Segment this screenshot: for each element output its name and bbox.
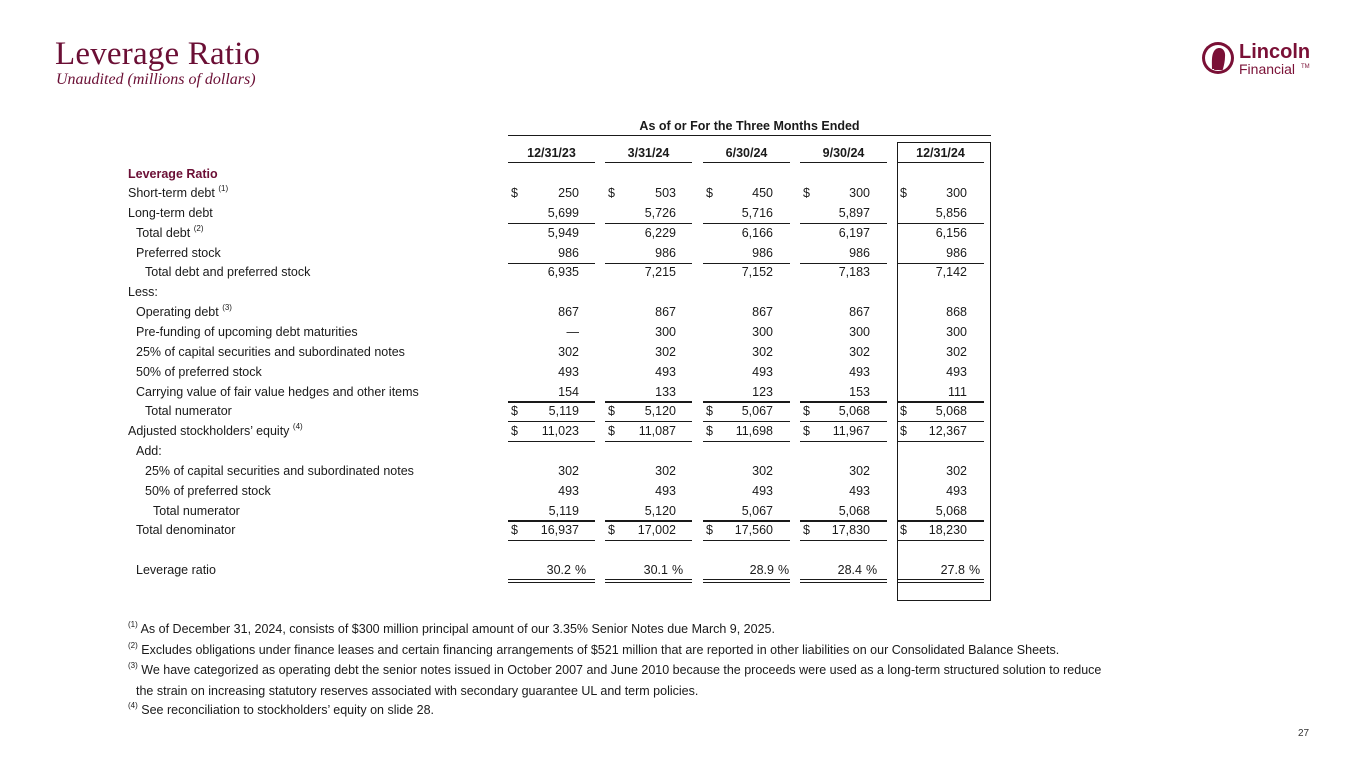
row-label-text: 25% of capital securities and subordinated notes — [136, 344, 405, 359]
row-label-text: Leverage ratio — [136, 563, 216, 578]
row-label — [136, 223, 204, 240]
row-label-text: Total numerator — [153, 503, 240, 518]
footnote-text: As of December 31, 2024, consists of $300 million principal amount of our 3.35% Senior Notes due March 9, 2025. — [140, 622, 775, 636]
dollar-sign: $ — [900, 424, 907, 439]
table-cell: 302 — [655, 463, 676, 478]
row-label — [136, 365, 262, 379]
dollar-sign: $ — [608, 186, 615, 200]
table-cell: 493 — [752, 364, 773, 379]
row-label-text: 50% of preferred stock — [136, 364, 262, 379]
table-cell: 6,197 — [838, 225, 870, 240]
row-label — [136, 325, 358, 339]
table-cell: 154 — [558, 384, 579, 399]
table-cell: 17,560 — [734, 523, 773, 538]
logo-name-line1: Lincoln — [1239, 41, 1311, 63]
footnote-text: See reconciliation to stockholders’ equity on slide 28. — [141, 703, 435, 717]
denominator-top-rule — [605, 520, 692, 521]
table-cell: 302 — [558, 344, 579, 359]
table-cell: 5,716 — [741, 205, 773, 220]
section-label: Leverage Ratio — [128, 167, 218, 181]
ratio-double-rule-2 — [800, 582, 887, 583]
table-cell: 30.2 — [546, 563, 571, 578]
table-cell: 5,856 — [935, 205, 967, 220]
dollar-sign: $ — [803, 186, 810, 200]
table-cell: 6,935 — [547, 265, 579, 280]
table-cell: 302 — [946, 463, 967, 478]
row-label-text: Carrying value of fair value hedges and other items — [136, 384, 419, 399]
dollar-sign: $ — [900, 523, 907, 538]
table-cell: 27.8 — [940, 563, 965, 578]
total-rule — [703, 540, 790, 541]
dollar-sign: $ — [803, 523, 810, 538]
row-label-text: Total numerator — [145, 404, 232, 419]
percent-sign: % — [969, 563, 981, 578]
dollar-sign: $ — [608, 404, 615, 419]
table-cell: 11,087 — [638, 424, 676, 439]
row-label — [153, 504, 240, 518]
row-label — [128, 206, 213, 220]
table-cell: 300 — [752, 324, 773, 339]
table-cell: 7,215 — [644, 265, 676, 280]
period-header-rule — [605, 162, 692, 163]
ratio-double-rule-1 — [703, 579, 790, 580]
footnote-mark: (2) — [128, 641, 138, 650]
total-rule — [800, 441, 887, 442]
total-rule — [897, 421, 984, 422]
footnote-mark: (1) — [128, 620, 138, 629]
subtotal-rule — [605, 263, 692, 264]
subtotal-rule — [703, 263, 790, 264]
total-top-rule — [800, 401, 887, 402]
table-cell: 5,897 — [838, 205, 870, 220]
row-label-text: Less: — [128, 285, 158, 300]
subtotal-rule — [508, 263, 595, 264]
ratio-double-rule-1 — [605, 579, 692, 580]
table-cell: 7,142 — [935, 265, 967, 280]
table-cell: 7,183 — [838, 265, 870, 280]
row-label-text: Short-term debt — [128, 186, 215, 200]
table-cell: 493 — [849, 483, 870, 498]
dollar-sign: $ — [706, 424, 713, 439]
ratio-double-rule-2 — [897, 582, 984, 583]
subtotal-rule — [897, 223, 984, 224]
row-label-text: Operating debt — [136, 305, 219, 320]
total-rule — [800, 421, 887, 422]
total-rule — [703, 441, 790, 442]
table-cell: 30.1 — [643, 563, 668, 578]
total-rule — [703, 421, 790, 422]
footnote-3 — [128, 663, 1101, 677]
row-label — [145, 484, 271, 498]
denominator-top-rule — [897, 520, 984, 521]
footnote-text: We have categorized as operating debt the senior notes issued in October 2007 and June 2010 because the proceeds were used as a long-term structured solution to reduce — [141, 663, 1102, 677]
table-cell: 6,166 — [741, 225, 773, 240]
dollar-sign: $ — [511, 424, 518, 439]
table-cell: 11,698 — [735, 424, 773, 439]
table-cell: 123 — [752, 384, 773, 399]
row-label-text: Add: — [136, 444, 162, 459]
table-cell: 986 — [558, 245, 579, 260]
ratio-double-rule-2 — [703, 582, 790, 583]
period-header: 12/31/23 — [527, 146, 576, 160]
row-note-mark: (2) — [193, 223, 204, 233]
percent-sign: % — [575, 563, 587, 578]
dollar-sign: $ — [803, 424, 810, 439]
table-cell: 493 — [655, 364, 676, 379]
table-cell: 868 — [946, 305, 967, 320]
table-cell: 986 — [752, 245, 773, 260]
table-cell: 302 — [849, 344, 870, 359]
table-cell: 302 — [655, 344, 676, 359]
total-top-rule — [897, 401, 984, 402]
row-label-text: Pre-funding of upcoming debt maturities — [136, 324, 358, 339]
row-label-text: Total debt and preferred stock — [145, 265, 311, 280]
denominator-top-rule — [508, 520, 595, 521]
table-cell: 450 — [752, 186, 773, 200]
table-cell: 300 — [946, 324, 967, 339]
row-label-text: Adjusted stockholders’ equity — [128, 424, 290, 439]
total-rule — [897, 441, 984, 442]
row-label — [136, 523, 235, 537]
footnote-text: the strain on increasing statutory reserves associated with secondary guarantee UL and term policies. — [136, 684, 699, 698]
footnote-1 — [128, 622, 775, 636]
dollar-sign: $ — [900, 186, 907, 200]
table-cell: 867 — [752, 305, 773, 320]
row-label — [136, 385, 419, 399]
ratio-double-rule-2 — [508, 582, 595, 583]
page-subtitle: Unaudited (millions of dollars) — [56, 71, 256, 88]
table-cell: 5,699 — [547, 205, 579, 220]
row-label-text: Long-term debt — [128, 205, 213, 220]
total-rule — [605, 540, 692, 541]
table-cell: 6,229 — [644, 225, 676, 240]
table-cell: 302 — [558, 463, 579, 478]
row-label — [136, 345, 405, 359]
table-cell: 493 — [752, 483, 773, 498]
period-header-rule — [508, 162, 595, 163]
percent-sign: % — [866, 563, 878, 578]
period-header-rule — [897, 162, 984, 163]
table-cell: 28.9 — [749, 563, 774, 578]
table-cell: 302 — [946, 344, 967, 359]
footnote-3-cont — [136, 684, 698, 698]
group-header-rule — [508, 135, 991, 136]
table-cell: 5,120 — [644, 404, 676, 419]
subtotal-rule — [508, 223, 595, 224]
row-label-text: 50% of preferred stock — [145, 483, 271, 498]
row-note-mark: (3) — [222, 303, 232, 313]
total-top-rule — [703, 401, 790, 402]
row-note-mark: (4) — [292, 422, 303, 432]
dollar-sign: $ — [706, 404, 713, 419]
denominator-top-rule — [800, 520, 887, 521]
table-cell: 493 — [558, 364, 579, 379]
total-rule — [605, 441, 692, 442]
ratio-double-rule-1 — [800, 579, 887, 580]
subtotal-rule — [800, 263, 887, 264]
table-cell: 5,067 — [741, 503, 773, 518]
total-rule — [800, 540, 887, 541]
group-header: As of or For the Three Months Ended — [639, 119, 860, 133]
table-cell: 5,119 — [548, 404, 579, 419]
table-cell: 867 — [849, 305, 870, 320]
total-top-rule — [508, 401, 595, 402]
table-cell: 493 — [558, 483, 579, 498]
table-cell: 493 — [655, 483, 676, 498]
period-header-rule — [800, 162, 887, 163]
table-cell: 17,002 — [637, 523, 676, 538]
current-period-box-left — [897, 142, 898, 600]
table-cell: 250 — [558, 186, 579, 200]
subtotal-rule — [605, 223, 692, 224]
table-cell: 302 — [849, 463, 870, 478]
period-header: 9/30/24 — [822, 146, 865, 160]
dollar-sign: $ — [706, 186, 713, 200]
period-header: 6/30/24 — [725, 146, 768, 160]
row-label — [136, 305, 232, 319]
dollar-sign: $ — [706, 523, 713, 538]
dollar-sign: $ — [511, 523, 518, 538]
ratio-double-rule-1 — [897, 579, 984, 580]
subtotal-rule — [800, 223, 887, 224]
total-rule — [508, 441, 595, 442]
table-cell: 867 — [558, 305, 579, 320]
footnote-mark: (3) — [128, 661, 138, 670]
row-note-mark: (1) — [218, 184, 229, 193]
table-cell: 16,937 — [540, 523, 579, 538]
table-cell: 300 — [655, 324, 676, 339]
table-cell: 986 — [849, 245, 870, 260]
table-cell: 867 — [655, 305, 676, 320]
dollar-sign: $ — [511, 186, 518, 200]
total-rule — [508, 421, 595, 422]
footnote-mark: (4) — [128, 701, 138, 710]
table-cell: 153 — [849, 384, 870, 399]
row-label-text: Preferred stock — [136, 245, 221, 260]
logo-trademark: TM — [1301, 64, 1310, 70]
period-header-rule — [703, 162, 790, 163]
total-rule — [897, 540, 984, 541]
table-cell: 503 — [655, 186, 676, 200]
percent-sign: % — [672, 563, 684, 578]
page-number: 27 — [1298, 728, 1310, 739]
table-cell: 5,726 — [644, 205, 676, 220]
table-cell: 5,068 — [838, 503, 870, 518]
table-cell: 986 — [655, 245, 676, 260]
row-label — [128, 186, 228, 200]
footnote-2 — [128, 643, 1059, 657]
row-label — [128, 424, 303, 438]
table-cell: 5,120 — [644, 503, 676, 518]
current-period-box-top — [897, 142, 991, 143]
table-cell: 5,949 — [547, 225, 579, 240]
dollar-sign: $ — [803, 404, 810, 419]
table-cell: 111 — [947, 384, 967, 399]
table-cell: 493 — [849, 364, 870, 379]
row-label — [136, 444, 162, 458]
row-label — [145, 464, 414, 478]
table-cell: 493 — [946, 364, 967, 379]
table-cell: 7,152 — [741, 265, 773, 280]
dollar-sign: $ — [608, 523, 615, 538]
table-cell: — — [566, 324, 579, 339]
table-cell: 300 — [849, 324, 870, 339]
row-label — [136, 246, 221, 260]
table-cell: 5,068 — [838, 404, 870, 419]
table-cell: 5,068 — [935, 503, 967, 518]
row-label — [136, 563, 216, 577]
table-cell: 300 — [849, 186, 870, 200]
row-label-text: 25% of capital securities and subordinated notes — [145, 463, 414, 478]
footnote-text: Excludes obligations under finance leases and certain financing arrangements of $521 million that are reported in other liabilities on our Consolidated Balance Sheets. — [141, 643, 1060, 657]
current-period-box-right — [990, 142, 991, 600]
table-cell: 302 — [752, 344, 773, 359]
table-cell: 17,830 — [831, 523, 870, 538]
row-label — [145, 404, 232, 418]
table-cell: 302 — [752, 463, 773, 478]
period-header: 3/31/24 — [627, 146, 670, 160]
dollar-sign: $ — [608, 424, 615, 439]
logo-name-line2: Financial — [1239, 61, 1296, 77]
table-cell: 12,367 — [928, 424, 967, 439]
period-header: 12/31/24 — [916, 146, 965, 160]
percent-sign: % — [778, 563, 790, 578]
table-cell: 5,068 — [935, 404, 967, 419]
total-top-rule — [605, 401, 692, 402]
denominator-top-rule — [703, 520, 790, 521]
table-cell: 300 — [946, 186, 967, 200]
row-label-text: Total debt — [136, 225, 191, 240]
subtotal-rule — [897, 263, 984, 264]
row-label-text: Total denominator — [136, 523, 236, 538]
dollar-sign: $ — [511, 404, 518, 419]
table-cell: 5,067 — [741, 404, 773, 419]
footnote-4 — [128, 703, 434, 717]
ratio-double-rule-1 — [508, 579, 595, 580]
total-rule — [605, 421, 692, 422]
page-title: Leverage Ratio — [55, 36, 261, 72]
table-cell: 986 — [946, 245, 967, 260]
table-cell: 6,156 — [935, 225, 967, 240]
current-period-box-bottom — [897, 600, 991, 601]
row-label — [128, 285, 158, 299]
table-cell: 493 — [946, 483, 967, 498]
table-cell: 5,119 — [548, 503, 579, 518]
ratio-double-rule-2 — [605, 582, 692, 583]
table-cell: 11,023 — [541, 424, 579, 439]
table-cell: 11,967 — [832, 424, 870, 439]
table-cell: 133 — [655, 384, 676, 399]
subtotal-rule — [703, 223, 790, 224]
row-label — [145, 265, 310, 279]
total-rule — [508, 540, 595, 541]
dollar-sign: $ — [900, 404, 907, 419]
table-cell: 18,230 — [928, 523, 967, 538]
table-cell: 28.4 — [837, 563, 862, 578]
